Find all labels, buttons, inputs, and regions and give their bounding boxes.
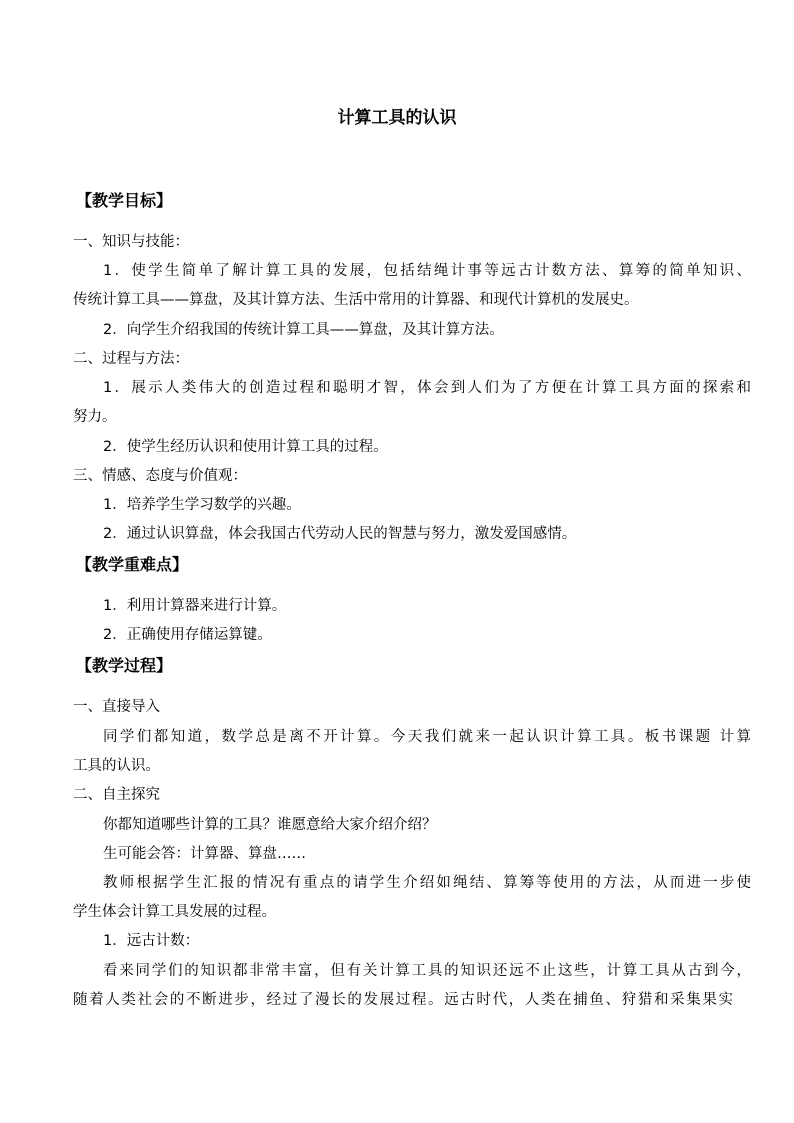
section-heading-process: 【教学过程】: [76, 656, 173, 675]
paragraph-line: 看来同学们的知识都非常丰富，但有关计算工具的知识还远不止这些，计算工具从古到今，: [103, 963, 751, 979]
document-title: 计算工具的认识: [337, 108, 457, 128]
paragraph-line: 2．正确使用存储运算键。: [103, 627, 272, 643]
paragraph-line: 2．通过认识算盘，体会我国古代劳动人民的智慧与努力，激发爱国感情。: [103, 526, 577, 542]
paragraph-line: 1．利用计算器来进行计算。: [103, 598, 287, 614]
subheading-attitudes-values: 三、情感、态度与价值观：: [73, 468, 247, 484]
paragraph-line: 努力。: [73, 409, 117, 425]
paragraph-line: 同学们都知道，数学总是离不开计算。今天我们就来一起认识计算工具。板书课题 计算: [103, 729, 751, 745]
subheading-exploration: 二、自主探究: [73, 787, 160, 803]
section-heading-objectives: 【教学目标】: [76, 191, 173, 210]
paragraph-line: 生可能会答：计算器、算盘……: [103, 846, 306, 862]
paragraph-line: 传统计算工具——算盘，及其计算方法、生活中常用的计算器、和现代计算机的发展史。: [73, 292, 639, 308]
paragraph-line: 你都知道哪些计算的工具？谁愿意给大家介绍介绍？: [103, 817, 437, 833]
paragraph-line: 随着人类社会的不断进步，经过了漫长的发展过程。远古时代，人类在捕鱼、狩猎和采集果实: [73, 992, 733, 1008]
paragraph-line: 学生体会计算工具发展的过程。: [73, 904, 276, 920]
subheading-knowledge-skills: 一、知识与技能：: [73, 234, 189, 250]
paragraph-line: 2．向学生介绍我国的传统计算工具——算盘，及其计算方法。: [103, 322, 504, 338]
subheading-introduction: 一、直接导入: [73, 699, 160, 715]
paragraph-line: 2．使学生经历认识和使用计算工具的过程。: [103, 439, 388, 455]
subheading-process-methods: 二、过程与方法：: [73, 351, 189, 367]
paragraph-line: 1．培养学生学习数学的兴趣。: [103, 497, 301, 513]
paragraph-line: 1．使学生简单了解计算工具的发展，包括结绳计事等远古计数方法、算筹的简单知识、: [103, 263, 751, 279]
paragraph-line: 1．远古计数：: [103, 933, 200, 949]
paragraph-line: 工具的认识。: [73, 758, 160, 774]
paragraph-line: 1．展示人类伟大的创造过程和聪明才智，体会到人们为了方便在计算工具方面的探索和: [103, 380, 751, 396]
paragraph-line: 教师根据学生汇报的情况有重点的请学生介绍如绳结、算筹等使用的方法，从而进一步使: [103, 875, 751, 891]
section-heading-key-points: 【教学重难点】: [76, 555, 189, 574]
